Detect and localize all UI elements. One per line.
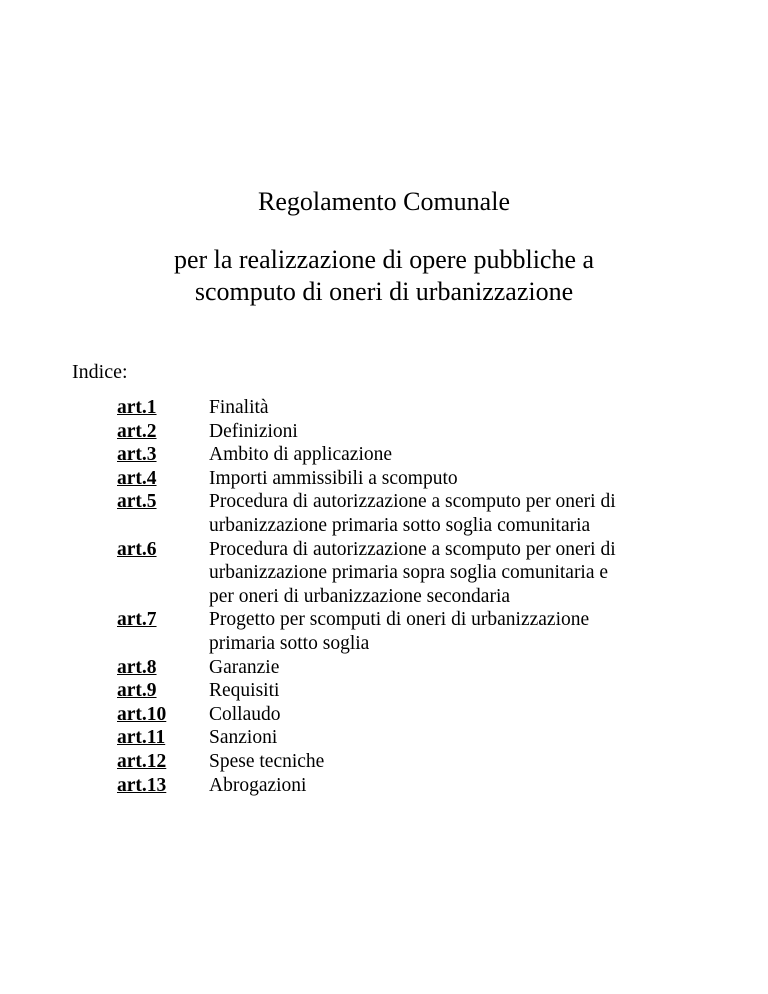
- article-title: [209, 420, 717, 444]
- article-link[interactable]: art.8: [117, 656, 157, 678]
- article-title: [209, 750, 717, 774]
- toc-entry: [117, 703, 717, 727]
- article-title: [209, 490, 717, 537]
- article-title-line: Definizioni: [209, 420, 298, 442]
- toc-entry: [117, 750, 717, 774]
- article-title: [209, 538, 717, 609]
- toc-entry: [117, 656, 717, 680]
- article-link[interactable]: art.6: [117, 538, 157, 560]
- toc-entry: [117, 679, 717, 703]
- article-title: [209, 608, 717, 655]
- article-title-line: urbanizzazione primaria sopra soglia comunitaria e: [209, 562, 609, 584]
- article-title-line: Sanzioni: [209, 727, 278, 749]
- article-title-line: urbanizzazione primaria sotto soglia comunitaria: [209, 514, 591, 536]
- article-title-line: Procedura di autorizzazione a scomputo per oneri di: [209, 491, 616, 513]
- toc-entry: [117, 396, 717, 420]
- article-title-line: Finalità: [209, 397, 269, 418]
- article-link[interactable]: art.11: [117, 727, 166, 749]
- document-title: Regolamento Comunale: [257, 187, 510, 216]
- toc-entry: [117, 608, 717, 655]
- article-link[interactable]: art.1: [117, 397, 157, 418]
- article-link[interactable]: art.2: [117, 420, 157, 442]
- article-title: [209, 467, 717, 491]
- toc-entry: [117, 443, 717, 467]
- article-title-line: Collaudo: [209, 703, 281, 725]
- article-link[interactable]: art.4: [117, 467, 157, 489]
- article-title: [209, 774, 717, 798]
- toc-entry: [117, 467, 717, 491]
- article-title: [209, 703, 717, 727]
- article-title: [209, 443, 717, 467]
- toc-entry: [117, 726, 717, 750]
- article-title-line: primaria sotto soglia: [209, 632, 370, 654]
- article-title-line: Progetto per scomputi di oneri di urbanizzazione: [209, 609, 590, 631]
- article-link[interactable]: art.3: [117, 444, 157, 466]
- article-title-line: Abrogazioni: [209, 774, 307, 796]
- article-title: [209, 396, 717, 420]
- table-of-contents: [117, 396, 717, 797]
- article-title-line: Ambito di applicazione: [209, 444, 393, 466]
- article-link[interactable]: art.10: [117, 703, 167, 725]
- article-title-line: Requisiti: [209, 680, 280, 702]
- document-subtitle: [0, 244, 768, 308]
- article-link[interactable]: art.12: [117, 750, 167, 772]
- article-link[interactable]: art.5: [117, 491, 157, 513]
- subtitle-line: per la realizzazione di opere pubbliche a: [173, 245, 595, 274]
- toc-entry: [117, 490, 717, 537]
- article-title-line: Procedura di autorizzazione a scomputo per oneri di: [209, 538, 616, 560]
- toc-entry: [117, 774, 717, 798]
- article-link[interactable]: art.13: [117, 774, 167, 796]
- article-title-line: Importi ammissibili a scomputo: [209, 467, 458, 489]
- toc-entry: [117, 420, 717, 444]
- toc-entry: [117, 538, 717, 609]
- article-title: [209, 726, 717, 750]
- article-link[interactable]: art.7: [117, 609, 157, 631]
- article-title-line: Garanzie: [209, 656, 280, 678]
- article-title-line: Spese tecniche: [209, 750, 325, 772]
- article-title: [209, 679, 717, 703]
- index-label: Indice:: [72, 361, 128, 383]
- article-title: [209, 656, 717, 680]
- article-link[interactable]: art.9: [117, 680, 157, 702]
- subtitle-line: scomputo di oneri di urbanizzazione: [194, 277, 574, 306]
- article-title-line: per oneri di urbanizzazione secondaria: [209, 585, 511, 607]
